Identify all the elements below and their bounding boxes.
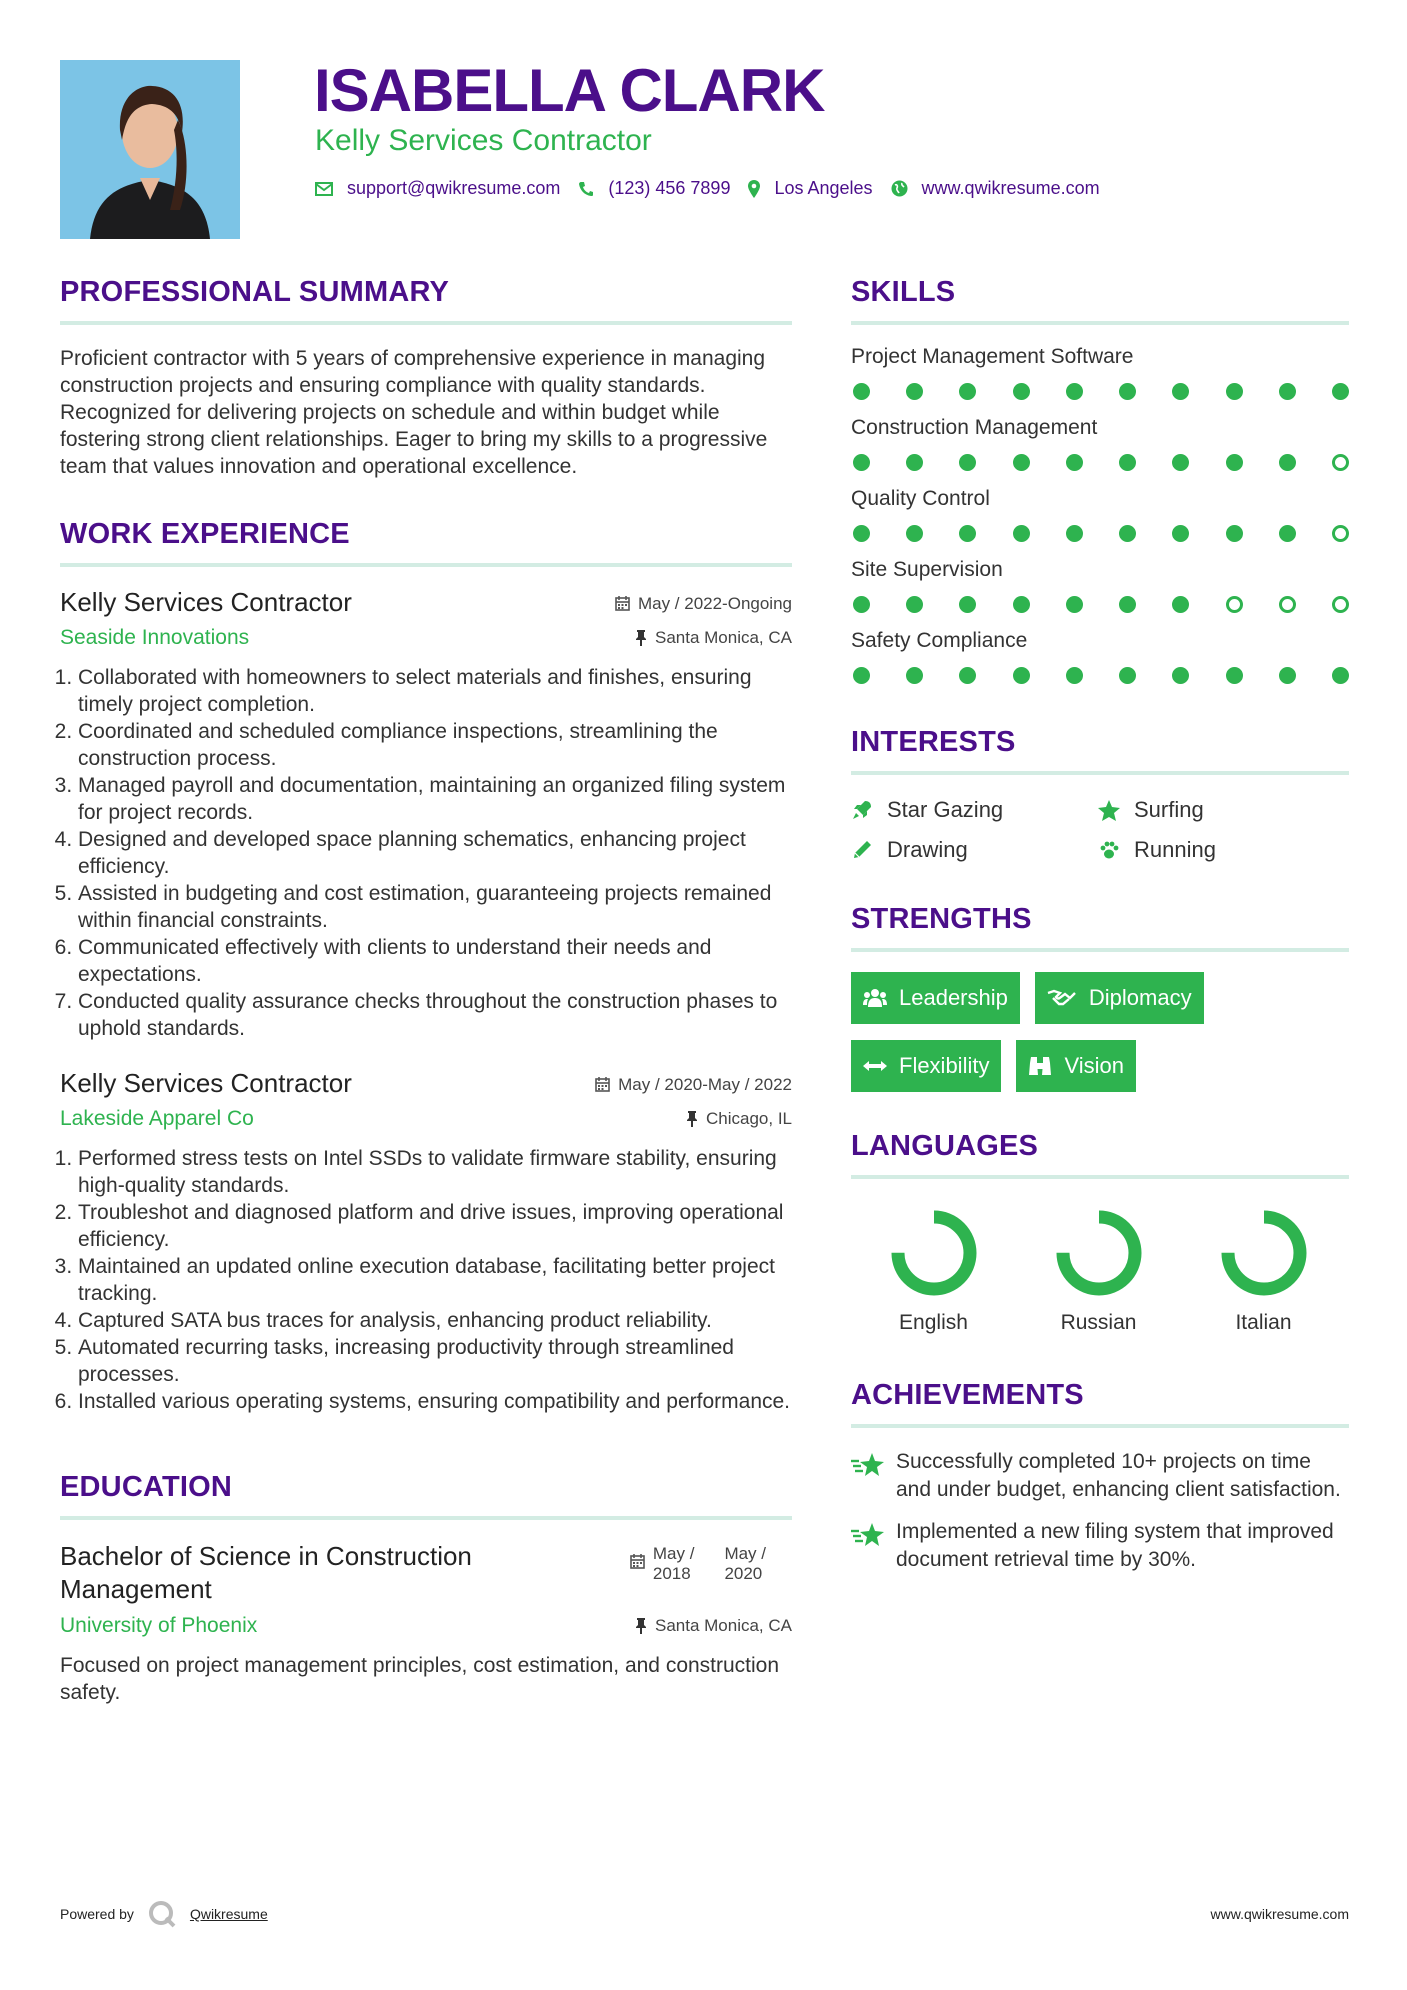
achievements-heading: ACHIEVEMENTS xyxy=(851,1379,1349,1428)
education-end-year: 2020 xyxy=(724,1564,763,1583)
contact-location xyxy=(748,178,872,199)
rating-dot-filled xyxy=(906,667,923,684)
rating-dot-filled xyxy=(1226,454,1243,471)
rating-dot-filled xyxy=(959,596,976,613)
list-item: 4. Captured SATA bus traces for analysis, enhancing product reliability. xyxy=(78,1307,792,1334)
achievement-item xyxy=(851,1518,1349,1574)
rating-dot-filled xyxy=(1279,454,1296,471)
strength-label: Diplomacy xyxy=(1088,985,1192,1010)
strengths-heading: STRENGTHS xyxy=(851,903,1349,952)
strength-label: Vision xyxy=(1064,1053,1124,1078)
job-location-text: Santa Monica, CA xyxy=(654,628,792,647)
rating-dot-filled xyxy=(853,383,870,400)
job-dates xyxy=(615,594,792,614)
rating-dot-filled xyxy=(1226,383,1243,400)
language-level-arc xyxy=(898,1217,970,1289)
skill-rating xyxy=(851,667,1349,684)
pushpin-icon xyxy=(686,1111,698,1127)
job-dates-text: May / 2022-Ongoing xyxy=(637,593,792,613)
handshake-icon xyxy=(1047,989,1077,1007)
rating-dot-filled xyxy=(1172,667,1189,684)
strength-label: Leadership xyxy=(899,985,1008,1010)
job-location xyxy=(635,628,792,648)
footer xyxy=(60,1900,1349,1928)
summary-text: Proficient contractor with 5 years of comprehensive experience in managing construction projects and ensuring compliance with quality standards. Recognized for delivering projects on schedule and within budget while fostering strong client relationships. Eager to bring my skills to a progressive team that values innovation and operational excellence. xyxy=(60,347,768,478)
rating-dot-filled xyxy=(1226,667,1243,684)
interest-label: Running xyxy=(1134,837,1216,862)
rating-dot-filled xyxy=(959,383,976,400)
arrows-h-icon xyxy=(863,1060,887,1072)
language-item xyxy=(1016,1203,1181,1335)
right-column xyxy=(851,276,1349,1574)
language-level-arc xyxy=(1228,1217,1300,1289)
rating-dot-empty xyxy=(1332,454,1349,471)
website-text: www.qwikresume.com xyxy=(921,178,1100,198)
education-location-text: Santa Monica, CA xyxy=(654,1616,792,1635)
rating-dot-empty xyxy=(1226,596,1243,613)
rating-dot-filled xyxy=(1119,596,1136,613)
star-icon xyxy=(1098,800,1120,821)
achievement-item xyxy=(851,1448,1349,1504)
interest-item xyxy=(851,837,1098,863)
skill-rating xyxy=(851,383,1349,400)
education-start-month: May / xyxy=(652,1544,695,1563)
rating-dot-filled xyxy=(1119,525,1136,542)
achievement-text: Implemented a new filing system that improved document retrieval time by 30%. xyxy=(896,1520,1334,1571)
phone-text: (123) 456 7899 xyxy=(608,178,731,198)
interest-item xyxy=(851,797,1098,823)
rating-dot-filled xyxy=(959,525,976,542)
list-item: 3. Maintained an updated online execution database, facilitating better project tracking. xyxy=(78,1253,792,1307)
language-level-ring xyxy=(1214,1203,1314,1303)
language-level-ring xyxy=(1049,1203,1149,1303)
pushpin-icon xyxy=(635,1618,647,1634)
languages-list xyxy=(851,1203,1349,1335)
rating-dot-filled xyxy=(959,667,976,684)
education-heading: EDUCATION xyxy=(60,1471,792,1520)
list-item: 4. Designed and developed space planning schematics, enhancing project efficiency. xyxy=(78,826,792,880)
skill-name: Site Supervision xyxy=(851,558,1003,581)
powered-by-label: Powered by xyxy=(60,1906,134,1922)
rating-dot-filled xyxy=(1332,383,1349,400)
rating-dot-filled xyxy=(1279,667,1296,684)
rating-dot-filled xyxy=(1172,525,1189,542)
education-dates xyxy=(630,1540,792,1584)
list-item: 1. Performed stress tests on Intel SSDs to validate firmware stability, ensuring high-quality standards. xyxy=(78,1145,792,1199)
paw-icon xyxy=(1098,839,1120,861)
strengths-list xyxy=(851,972,1349,1092)
language-name: Russian xyxy=(1060,1311,1137,1334)
list-item: 7. Conducted quality assurance checks throughout the construction phases to uphold standards. xyxy=(78,988,792,1042)
rating-dot-filled xyxy=(1172,596,1189,613)
powered-by xyxy=(60,1900,268,1928)
rating-dot-filled xyxy=(1013,525,1030,542)
education-end-month: May / xyxy=(724,1544,766,1563)
rating-dot-filled xyxy=(1013,383,1030,400)
skills-heading: SKILLS xyxy=(851,276,1349,325)
contact-bar xyxy=(315,178,1118,199)
list-item: 2. Coordinated and scheduled compliance inspections, streamlining the construction process. xyxy=(78,718,792,772)
envelope-icon xyxy=(315,182,333,196)
star-speed-icon xyxy=(851,1518,885,1574)
rating-dot-filled xyxy=(1119,454,1136,471)
school-name: University of Phoenix xyxy=(60,1614,258,1637)
skill-name: Quality Control xyxy=(851,487,990,510)
candidate-name: ISABELLA CLARK xyxy=(314,57,825,124)
degree-title: Bachelor of Science in Construction Management xyxy=(60,1541,472,1604)
rating-dot-filled xyxy=(1172,383,1189,400)
language-item xyxy=(851,1203,1016,1335)
job-title: Kelly Services Contractor xyxy=(60,1068,352,1098)
job-dates xyxy=(595,1075,792,1095)
job-title: Kelly Services Contractor xyxy=(60,587,352,617)
rating-dot-filled xyxy=(1172,454,1189,471)
rating-dot-filled xyxy=(1013,454,1030,471)
strength-badge xyxy=(851,972,1020,1024)
skill-rating xyxy=(851,525,1349,542)
job-entry xyxy=(60,587,792,1042)
job-entry xyxy=(60,1068,792,1415)
job-dates-text: May / 2020-May / 2022 xyxy=(618,1074,792,1094)
contact-website[interactable] xyxy=(891,178,1100,199)
rating-dot-filled xyxy=(853,525,870,542)
rating-dot-filled xyxy=(1013,667,1030,684)
email-text: support@qwikresume.com xyxy=(347,178,561,198)
list-item: 3. Managed payroll and documentation, maintaining an organized filing system for project records. xyxy=(78,772,792,826)
job-bullets xyxy=(60,664,792,1042)
rating-dot-filled xyxy=(1332,667,1349,684)
skill-item xyxy=(851,558,1349,613)
rocket-icon xyxy=(851,799,873,821)
calendar-icon xyxy=(615,596,630,611)
skill-item xyxy=(851,416,1349,471)
language-item xyxy=(1181,1203,1346,1335)
rating-dot-filled xyxy=(853,596,870,613)
rating-dot-filled xyxy=(1279,383,1296,400)
contact-phone[interactable] xyxy=(578,178,730,199)
location-text: Los Angeles xyxy=(774,178,873,198)
rating-dot-filled xyxy=(1226,525,1243,542)
rating-dot-filled xyxy=(1066,383,1083,400)
skills-list xyxy=(851,345,1349,684)
list-item: 6. Installed various operating systems, ensuring compatibility and performance. xyxy=(78,1388,792,1415)
rating-dot-filled xyxy=(853,454,870,471)
rating-dot-filled xyxy=(906,596,923,613)
job-bullets xyxy=(60,1145,792,1415)
candidate-title: Kelly Services Contractor xyxy=(315,124,652,157)
contact-email[interactable] xyxy=(315,178,560,199)
interest-label: Surfing xyxy=(1134,797,1204,822)
calendar-icon xyxy=(630,1544,645,1569)
company-name: Seaside Innovations xyxy=(60,626,250,649)
language-level-arc xyxy=(1063,1217,1135,1289)
skill-item xyxy=(851,345,1349,400)
rating-dot-filled xyxy=(959,454,976,471)
brand-link[interactable]: Qwikresume xyxy=(189,1906,268,1922)
education-start-year: 2018 xyxy=(652,1564,691,1583)
phone-icon xyxy=(578,181,594,197)
binoculars-icon xyxy=(1028,1055,1052,1077)
interest-item xyxy=(1098,797,1338,823)
star-speed-icon xyxy=(851,1448,885,1504)
experience-heading: WORK EXPERIENCE xyxy=(60,518,792,567)
rating-dot-filled xyxy=(906,525,923,542)
list-item: 5. Automated recurring tasks, increasing productivity through streamlined processes. xyxy=(78,1334,792,1388)
rating-dot-filled xyxy=(906,454,923,471)
skill-rating xyxy=(851,596,1349,613)
language-name: English xyxy=(899,1311,968,1334)
footer-website[interactable]: www.qwikresume.com xyxy=(1210,1906,1349,1922)
list-item: 1. Collaborated with homeowners to select materials and finishes, ensuring timely project completion. xyxy=(78,664,792,718)
skill-name: Construction Management xyxy=(851,416,1098,439)
company-name: Lakeside Apparel Co xyxy=(60,1107,254,1130)
summary-heading: PROFESSIONAL SUMMARY xyxy=(60,276,792,325)
language-name: Italian xyxy=(1235,1311,1292,1334)
strength-badge xyxy=(851,1040,1001,1092)
users-icon xyxy=(863,988,887,1008)
interests-list xyxy=(851,797,1349,863)
skill-name: Safety Compliance xyxy=(851,629,1028,652)
list-item: 2. Troubleshot and diagnosed platform and drive issues, improving operational efficiency. xyxy=(78,1199,792,1253)
list-item: 6. Communicated effectively with clients to understand their needs and expectations. xyxy=(78,934,792,988)
qwikresume-logo-icon xyxy=(148,1900,176,1928)
rating-dot-filled xyxy=(906,383,923,400)
skill-rating xyxy=(851,454,1349,471)
list-item: 5. Assisted in budgeting and cost estimation, guaranteeing projects remained within financial constraints. xyxy=(78,880,792,934)
education-entry xyxy=(60,1540,792,1706)
rating-dot-filled xyxy=(1279,525,1296,542)
map-marker-icon xyxy=(748,180,760,198)
interest-item xyxy=(1098,837,1338,863)
strength-label: Flexibility xyxy=(899,1053,990,1078)
portrait-image xyxy=(60,60,240,239)
skill-item xyxy=(851,487,1349,542)
education-description: Focused on project management principles, cost estimation, and construction safety. xyxy=(60,1654,780,1704)
skill-name: Project Management Software xyxy=(851,345,1134,368)
profile-photo xyxy=(60,60,240,239)
globe-icon xyxy=(891,180,908,197)
rating-dot-filled xyxy=(1119,383,1136,400)
strength-badge xyxy=(1016,1040,1136,1092)
interest-label: Star Gazing xyxy=(887,797,1004,822)
interest-label: Drawing xyxy=(887,837,968,862)
language-level-ring xyxy=(884,1203,984,1303)
pushpin-icon xyxy=(635,630,647,646)
pencil-icon xyxy=(851,839,873,861)
calendar-icon xyxy=(595,1077,610,1092)
rating-dot-empty xyxy=(1332,596,1349,613)
languages-heading: LANGUAGES xyxy=(851,1130,1349,1179)
job-location xyxy=(686,1109,792,1129)
education-location xyxy=(635,1616,792,1636)
rating-dot-filled xyxy=(1066,667,1083,684)
strength-badge xyxy=(1035,972,1204,1024)
rating-dot-filled xyxy=(1066,454,1083,471)
skill-item xyxy=(851,629,1349,684)
left-column xyxy=(60,276,792,1706)
rating-dot-empty xyxy=(1332,525,1349,542)
job-location-text: Chicago, IL xyxy=(706,1109,792,1128)
achievement-text: Successfully completed 10+ projects on time and under budget, enhancing client satisfaction. xyxy=(896,1450,1341,1501)
rating-dot-filled xyxy=(1066,525,1083,542)
rating-dot-filled xyxy=(853,667,870,684)
interests-heading: INTERESTS xyxy=(851,726,1349,775)
rating-dot-empty xyxy=(1279,596,1296,613)
rating-dot-filled xyxy=(1066,596,1083,613)
rating-dot-filled xyxy=(1119,667,1136,684)
education-start xyxy=(653,1544,695,1584)
rating-dot-filled xyxy=(1013,596,1030,613)
education-end xyxy=(724,1544,766,1584)
